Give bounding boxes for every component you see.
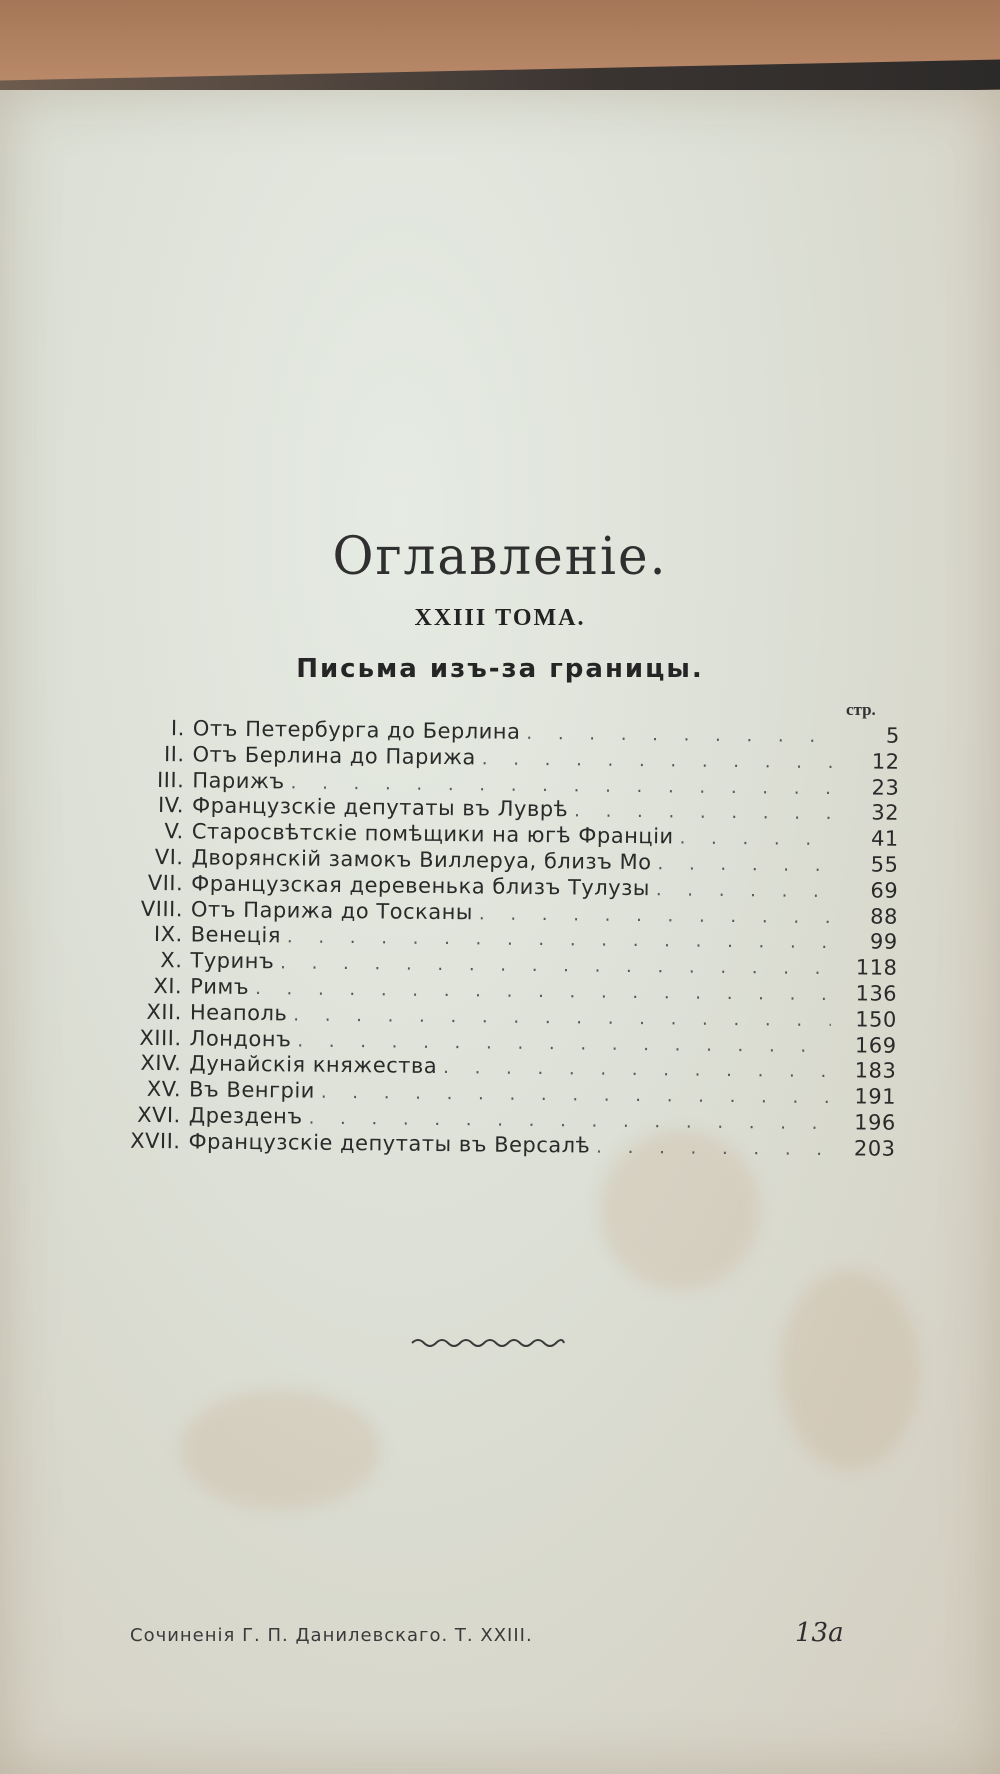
toc-entry-number: II. bbox=[163, 741, 185, 767]
toc-entry-page: 5 bbox=[885, 723, 900, 748]
toc-entry-page: 69 bbox=[870, 878, 899, 903]
toc-entry-title: Дрезденъ bbox=[188, 1103, 303, 1129]
toc-entry-title: Французская деревенька близъ Тулузы bbox=[191, 871, 651, 900]
toc-entry-number: XIV. bbox=[140, 1051, 182, 1076]
toc-entry-title: Французскіе депутаты въ Луврѣ bbox=[191, 793, 569, 822]
toc-entry-title: Въ Венгріи bbox=[188, 1077, 316, 1103]
toc-entry-number: XV. bbox=[146, 1077, 182, 1102]
toc-entry-number: IX. bbox=[153, 922, 183, 947]
table-of-contents bbox=[55, 715, 900, 1162]
toc-entry-title: Лондонъ bbox=[189, 1025, 292, 1052]
toc-entry-title: Старосвѣтскіе помѣщики на югѣ Франціи bbox=[191, 819, 674, 849]
toc-entry-number: X. bbox=[160, 948, 183, 973]
toc-entry-number: I. bbox=[170, 716, 185, 741]
toc-entry-title: Венеція bbox=[190, 922, 282, 948]
toc-entry-number: XVI. bbox=[137, 1102, 181, 1128]
toc-leader-dots bbox=[657, 853, 832, 876]
toc-leader-dots bbox=[479, 903, 832, 928]
toc-entry-page: 169 bbox=[854, 1032, 897, 1058]
toc-entry-page: 203 bbox=[853, 1136, 896, 1161]
toc-entry-page: 32 bbox=[871, 800, 900, 826]
toc-entry-title: Отъ Петербурга до Берлина bbox=[192, 716, 521, 744]
toc-entry-number: IV. bbox=[157, 793, 185, 818]
toc-entry-title: Неаполь bbox=[189, 1000, 288, 1026]
toc-entry-title: Отъ Парижа до Тосканы bbox=[190, 896, 474, 924]
toc-leader-dots bbox=[297, 1030, 830, 1057]
ornament-divider bbox=[410, 1335, 566, 1351]
toc-entry-number: V. bbox=[164, 819, 184, 844]
book-page bbox=[0, 90, 1000, 1774]
toc-entry-page: 99 bbox=[869, 929, 898, 955]
toc-entry-page: 88 bbox=[870, 904, 899, 929]
toc-entry-number: XII. bbox=[146, 999, 183, 1025]
toc-entry-number: VII. bbox=[147, 870, 184, 896]
toc-entry-number: XVII. bbox=[130, 1128, 181, 1154]
section-heading: Письма изъ-за границы. bbox=[296, 654, 704, 684]
toc-entry-title: Дунайскія княжества bbox=[189, 1051, 438, 1079]
toc-leader-dots bbox=[321, 1082, 830, 1108]
toc-entry-number: III. bbox=[156, 767, 185, 792]
page-column-label: стр. bbox=[846, 700, 876, 719]
toc-entry-page: 23 bbox=[871, 775, 900, 800]
volume-subtitle: XXIII ТОМА. bbox=[414, 605, 586, 631]
toc-leader-dots bbox=[656, 879, 833, 902]
toc-entry-number: VI. bbox=[154, 844, 184, 870]
toc-entry-title: Туринъ bbox=[190, 948, 275, 974]
toc-entry-page: 41 bbox=[870, 826, 899, 851]
toc-entry-title: Французскіе депутаты въ Версалѣ bbox=[188, 1129, 591, 1158]
toc-leader-dots bbox=[293, 1004, 831, 1031]
toc-entry-page: 196 bbox=[854, 1110, 896, 1135]
toc-leader-dots bbox=[526, 723, 834, 747]
toc-entry-page: 150 bbox=[855, 1007, 897, 1032]
toc-leader-dots bbox=[680, 828, 833, 851]
toc-entry-title: Дворянскій замокъ Виллеруа, близъ Мо bbox=[191, 845, 652, 875]
toc-entry-page: 183 bbox=[854, 1058, 897, 1084]
toc-entry-number: VIII. bbox=[140, 896, 184, 921]
page-title: Оглавленіе. bbox=[332, 525, 668, 587]
toc-entry-number: XIII. bbox=[139, 1025, 182, 1050]
toc-entry-number: XI. bbox=[153, 973, 183, 999]
footer-imprint: Сочиненія Г. П. Данилевскаго. Т. XXIII. bbox=[130, 1625, 533, 1646]
toc-leader-dots bbox=[596, 1136, 829, 1159]
toc-entry-title: Римъ bbox=[190, 974, 250, 999]
page-content bbox=[0, 90, 1000, 1774]
footer-signature-mark: 13a bbox=[795, 1618, 844, 1648]
toc-entry-title: Парижъ bbox=[192, 767, 285, 793]
toc-entry-title: Отъ Берлина до Парижа bbox=[192, 742, 476, 770]
toc-entry-page: 136 bbox=[855, 981, 898, 1006]
toc-leader-dots bbox=[482, 748, 834, 773]
toc-entry-page: 55 bbox=[870, 852, 899, 877]
toc-leader-dots bbox=[574, 801, 833, 825]
toc-entry-page: 118 bbox=[855, 955, 898, 980]
toc-entry-page: 191 bbox=[854, 1084, 897, 1109]
toc-leader-dots bbox=[443, 1057, 830, 1082]
toc-entry-page: 12 bbox=[871, 749, 900, 774]
toc-leader-dots bbox=[309, 1108, 830, 1134]
